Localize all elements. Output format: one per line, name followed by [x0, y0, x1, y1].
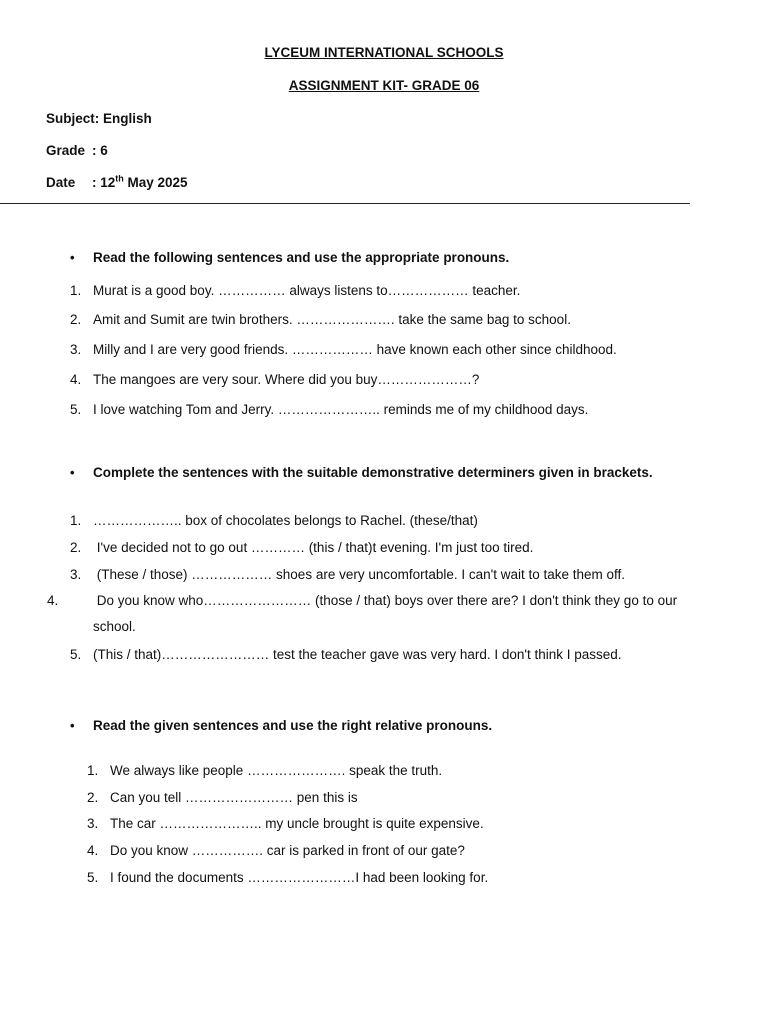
date-line: [46, 175, 188, 190]
school-title: LYCEUM INTERNATIONAL SCHOOLS: [264, 45, 504, 60]
question-item: [70, 372, 479, 387]
question-number: 4.: [87, 843, 99, 858]
subject-label: Subject:: [46, 111, 100, 126]
section-1-heading-text: Read the following sentences and use the appropriate pronouns.: [93, 250, 510, 265]
question-item: [87, 790, 358, 805]
question-item: [70, 540, 533, 555]
header-divider: [0, 203, 690, 204]
question-text: Do you know who…………………… (those / that) boys over there are? I don't think they go to our school.: [93, 593, 678, 634]
section-2-heading: [70, 465, 653, 480]
date-label: Date: [46, 175, 76, 190]
question-item: [87, 763, 442, 778]
question-text: ……………….. box of chocolates belongs to Rachel. (these/that): [93, 513, 478, 528]
question-item: [70, 342, 617, 357]
question-number: 5.: [70, 402, 82, 417]
question-number: 3.: [70, 342, 82, 357]
section-2-heading-text: Complete the sentences with the suitable demonstrative determiners given in brackets.: [93, 465, 653, 480]
question-number: 2.: [70, 540, 82, 555]
bullet-icon: •: [70, 465, 75, 480]
question-item: [70, 283, 520, 298]
section-1-heading: [70, 250, 509, 265]
question-item: [70, 567, 625, 582]
question-item: [87, 843, 465, 858]
question-item: [70, 402, 588, 417]
question-item: [87, 870, 488, 885]
question-text: I love watching Tom and Jerry. ………………….. reminds me of my childhood days.: [93, 402, 589, 417]
question-text: Can you tell …………………… pen this is: [110, 790, 358, 805]
bullet-icon: •: [70, 250, 75, 265]
question-item: [70, 647, 622, 662]
date-superscript: th: [115, 173, 124, 184]
question-number: 1.: [87, 763, 99, 778]
question-text: I've decided not to go out ………… (this / that)t evening. I'm just too tired.: [93, 540, 534, 555]
question-item: [70, 312, 571, 327]
question-item: [87, 816, 484, 831]
question-number: 1.: [70, 283, 82, 298]
question-number: 2.: [87, 790, 99, 805]
question-text: (This / that)…………………… test the teacher gave was very hard. I don't think I passed.: [93, 647, 622, 662]
question-text: I found the documents ……………………I had been looking for.: [110, 870, 489, 885]
date-prefix: : 12: [92, 175, 116, 190]
question-number: 4.: [47, 593, 59, 608]
question-text: We always like people …………………. speak the truth.: [110, 763, 443, 778]
question-number: 3.: [70, 567, 82, 582]
question-number: 2.: [70, 312, 82, 327]
question-number: 5.: [70, 647, 82, 662]
bullet-icon: •: [70, 718, 75, 733]
section-3-heading-text: Read the given sentences and use the right relative pronouns.: [93, 718, 493, 733]
question-text: Do you know ……………. car is parked in front of our gate?: [110, 843, 465, 858]
question-text: Murat is a good boy. …………… always listens to……………… teacher.: [93, 283, 521, 298]
question-number: 4.: [70, 372, 82, 387]
assignment-kit-title: ASSIGNMENT KIT- GRADE 06: [288, 78, 480, 93]
subject-line: [46, 111, 152, 126]
question-text: Amit and Sumit are twin brothers. …………………. take the same bag to school.: [93, 312, 571, 327]
question-item: [70, 513, 478, 528]
grade-label: Grade: [46, 143, 86, 158]
grade-line: [46, 143, 108, 158]
subject-value: English: [103, 111, 152, 126]
question-text: Milly and I are very good friends. ……………… have known each other since childhood.: [93, 342, 617, 357]
question-number: 5.: [87, 870, 99, 885]
section-3-heading: [70, 718, 492, 733]
date-suffix: May 2025: [123, 175, 188, 190]
question-number: 1.: [70, 513, 82, 528]
question-text: The car ………………….. my uncle brought is quite expensive.: [110, 816, 484, 831]
question-item: [47, 588, 695, 640]
question-text: (These / those) ……………… shoes are very uncomfortable. I can't wait to take them off.: [93, 567, 626, 582]
question-text: The mangoes are very sour. Where did you buy…………………?: [93, 372, 480, 387]
grade-value: : 6: [92, 143, 108, 158]
question-number: 3.: [87, 816, 99, 831]
